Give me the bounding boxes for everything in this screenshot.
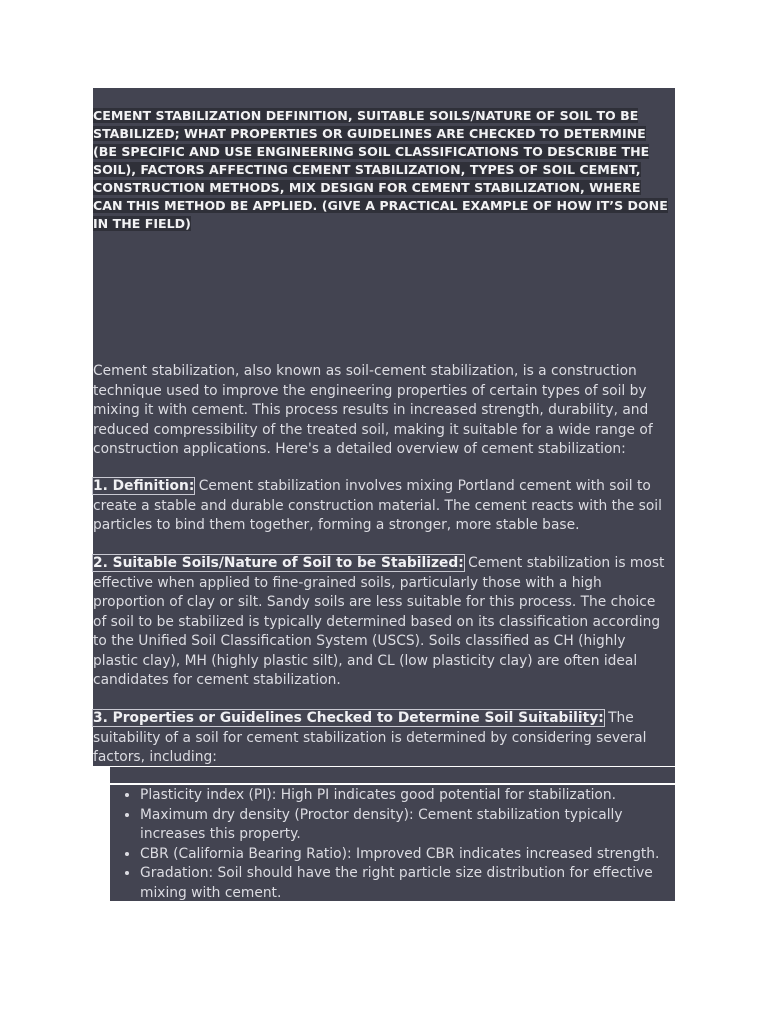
document-title-text: CEMENT STABILIZATION DEFINITION, SUITABLE SOILS/NATURE OF SOIL TO BE STABILIZED; WHAT PROPERTIES OR GUIDELINES ARE CHECKED TO DETERMINE (BE SPECIFIC AND USE ENGINEERING SOIL CLASSIFICATIONS TO DESCRIBE THE SOIL), FACTORS AFFECTING CEMENT STABILIZATION, TYPES OF SOIL CEMENT, CONSTRUCTION METHODS, MIX DESIGN FOR CEMENT STABILIZATION, WHERE CAN THIS METHOD BE APPLIED. (GIVE A PRACTICAL EXAMPLE OF HOW IT’S DONE IN THE FIELD): [93, 108, 668, 231]
intro-paragraph: Cement stabilization, also known as soil-cement stabilization, is a construction technique used to improve the engineering properties of certain types of soil by mixing it with cement. This process results in increased strength, durability, and reduced compressibility of the treated soil, making it suitable for a wide range of construction applications. Here's a detailed overview of cement stabilization:: [93, 363, 653, 457]
section-suitable-soils: [93, 554, 673, 691]
list-item: • Gradation: Soil should have the right particle size distribution for effective mixing with cement.: [140, 864, 670, 903]
list-item: • Plasticity index (PI): High PI indicates good potential for stabilization.: [140, 786, 670, 806]
section-definition-label: 1. Definition:: [93, 478, 195, 494]
section-properties-text: The suitability of a soil for cement stabilization is determined by considering several factors, including:: [93, 710, 647, 765]
section-suitable-soils-text: Cement stabilization is most effective when applied to fine-grained soils, particularly those with a high proportion of clay or silt. Sandy soils are less suitable for this process. The choice of soil to be stabilized is typically determined based on its classification according to the Unified Soil Classification System (USCS). Soils classified as CH (highly plastic clay), MH (highly plastic silt), and CL (low plasticity clay) are often ideal candidates for cement stabilization.: [93, 555, 665, 688]
section-definition-text: Cement stabilization involves mixing Portland cement with soil to create a stable and durable construction material. The cement reacts with the soil particles to bind them together, forming a stronger, more stable base.: [93, 478, 662, 533]
properties-list: [110, 786, 670, 903]
list-item: • CBR (California Bearing Ratio): Improved CBR indicates increased strength.: [140, 845, 670, 865]
list-top-strip: [110, 767, 675, 783]
section-properties: [93, 709, 673, 768]
list-item: • Maximum dry density (Proctor density): Cement stabilization typically increases this property.: [140, 806, 670, 845]
section-definition: [93, 477, 673, 536]
section-suitable-soils-label: 2. Suitable Soils/Nature of Soil to be Stabilized:: [93, 555, 464, 571]
section-properties-label: 3. Properties or Guidelines Checked to Determine Soil Suitability:: [93, 710, 604, 726]
document-title: [93, 107, 673, 233]
